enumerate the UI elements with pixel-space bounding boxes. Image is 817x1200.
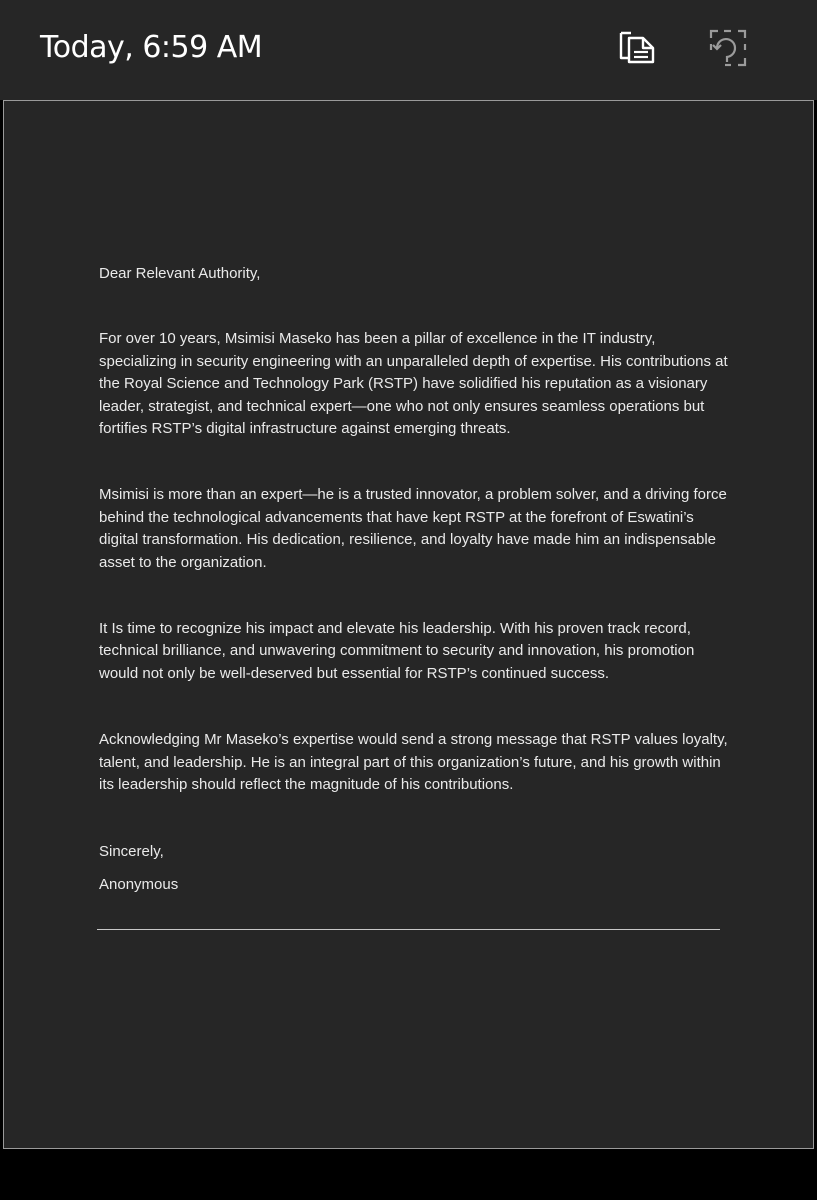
copy-text-button[interactable] — [618, 28, 658, 68]
letter-greeting: Dear Relevant Authority, — [99, 265, 261, 282]
letter-paragraph: Msimisi is more than an expert—he is a trusted innovator, a problem solver, and a driving force behind the technological advancements that have kept RSTP at the forefront of Eswatini’s digital transformation. His dedication, resilience, and loyalty have made him an indispensable asset to the organization. — [99, 486, 727, 571]
document-viewer — [3, 100, 814, 1149]
copy-text-icon — [618, 28, 658, 68]
letter-paragraph: Acknowledging Mr Maseko’s expertise would send a strong message that RSTP values loyalty, talent, and leadership. He is an integral part of this organization’s future, and his growth within its leadership should reflect the magnitude of his contributions. — [99, 731, 728, 794]
select-region-button[interactable] — [708, 28, 748, 68]
letter-paragraph: It Is time to recognize his impact and elevate his leadership. With his proven track record, technical brilliance, and unwavering commitment to security and innovation, his promotion would not only be well-deserved but essential for RSTP’s continued success. — [99, 620, 695, 682]
page-title: Today, 6:59 AM — [40, 30, 263, 65]
signature-divider — [97, 929, 720, 930]
letter-body — [99, 263, 729, 896]
top-bar — [0, 0, 817, 100]
select-region-icon — [708, 28, 748, 68]
letter-signature: Anonymous — [99, 875, 179, 893]
letter-paragraph: For over 10 years, Msimisi Maseko has been a pillar of excellence in the IT industry, specializing in security engineering with an unparalleled depth of expertise. His contributions at the Royal Science and Technology Park (RSTP) have solidified his reputation as a visionary leader, strategist, and technical expert—one who not only ensures seamless operations but fortifies RSTP’s digital infrastructure against emerging threats. — [99, 330, 728, 438]
letter-closing: Sincerely, — [99, 842, 164, 860]
